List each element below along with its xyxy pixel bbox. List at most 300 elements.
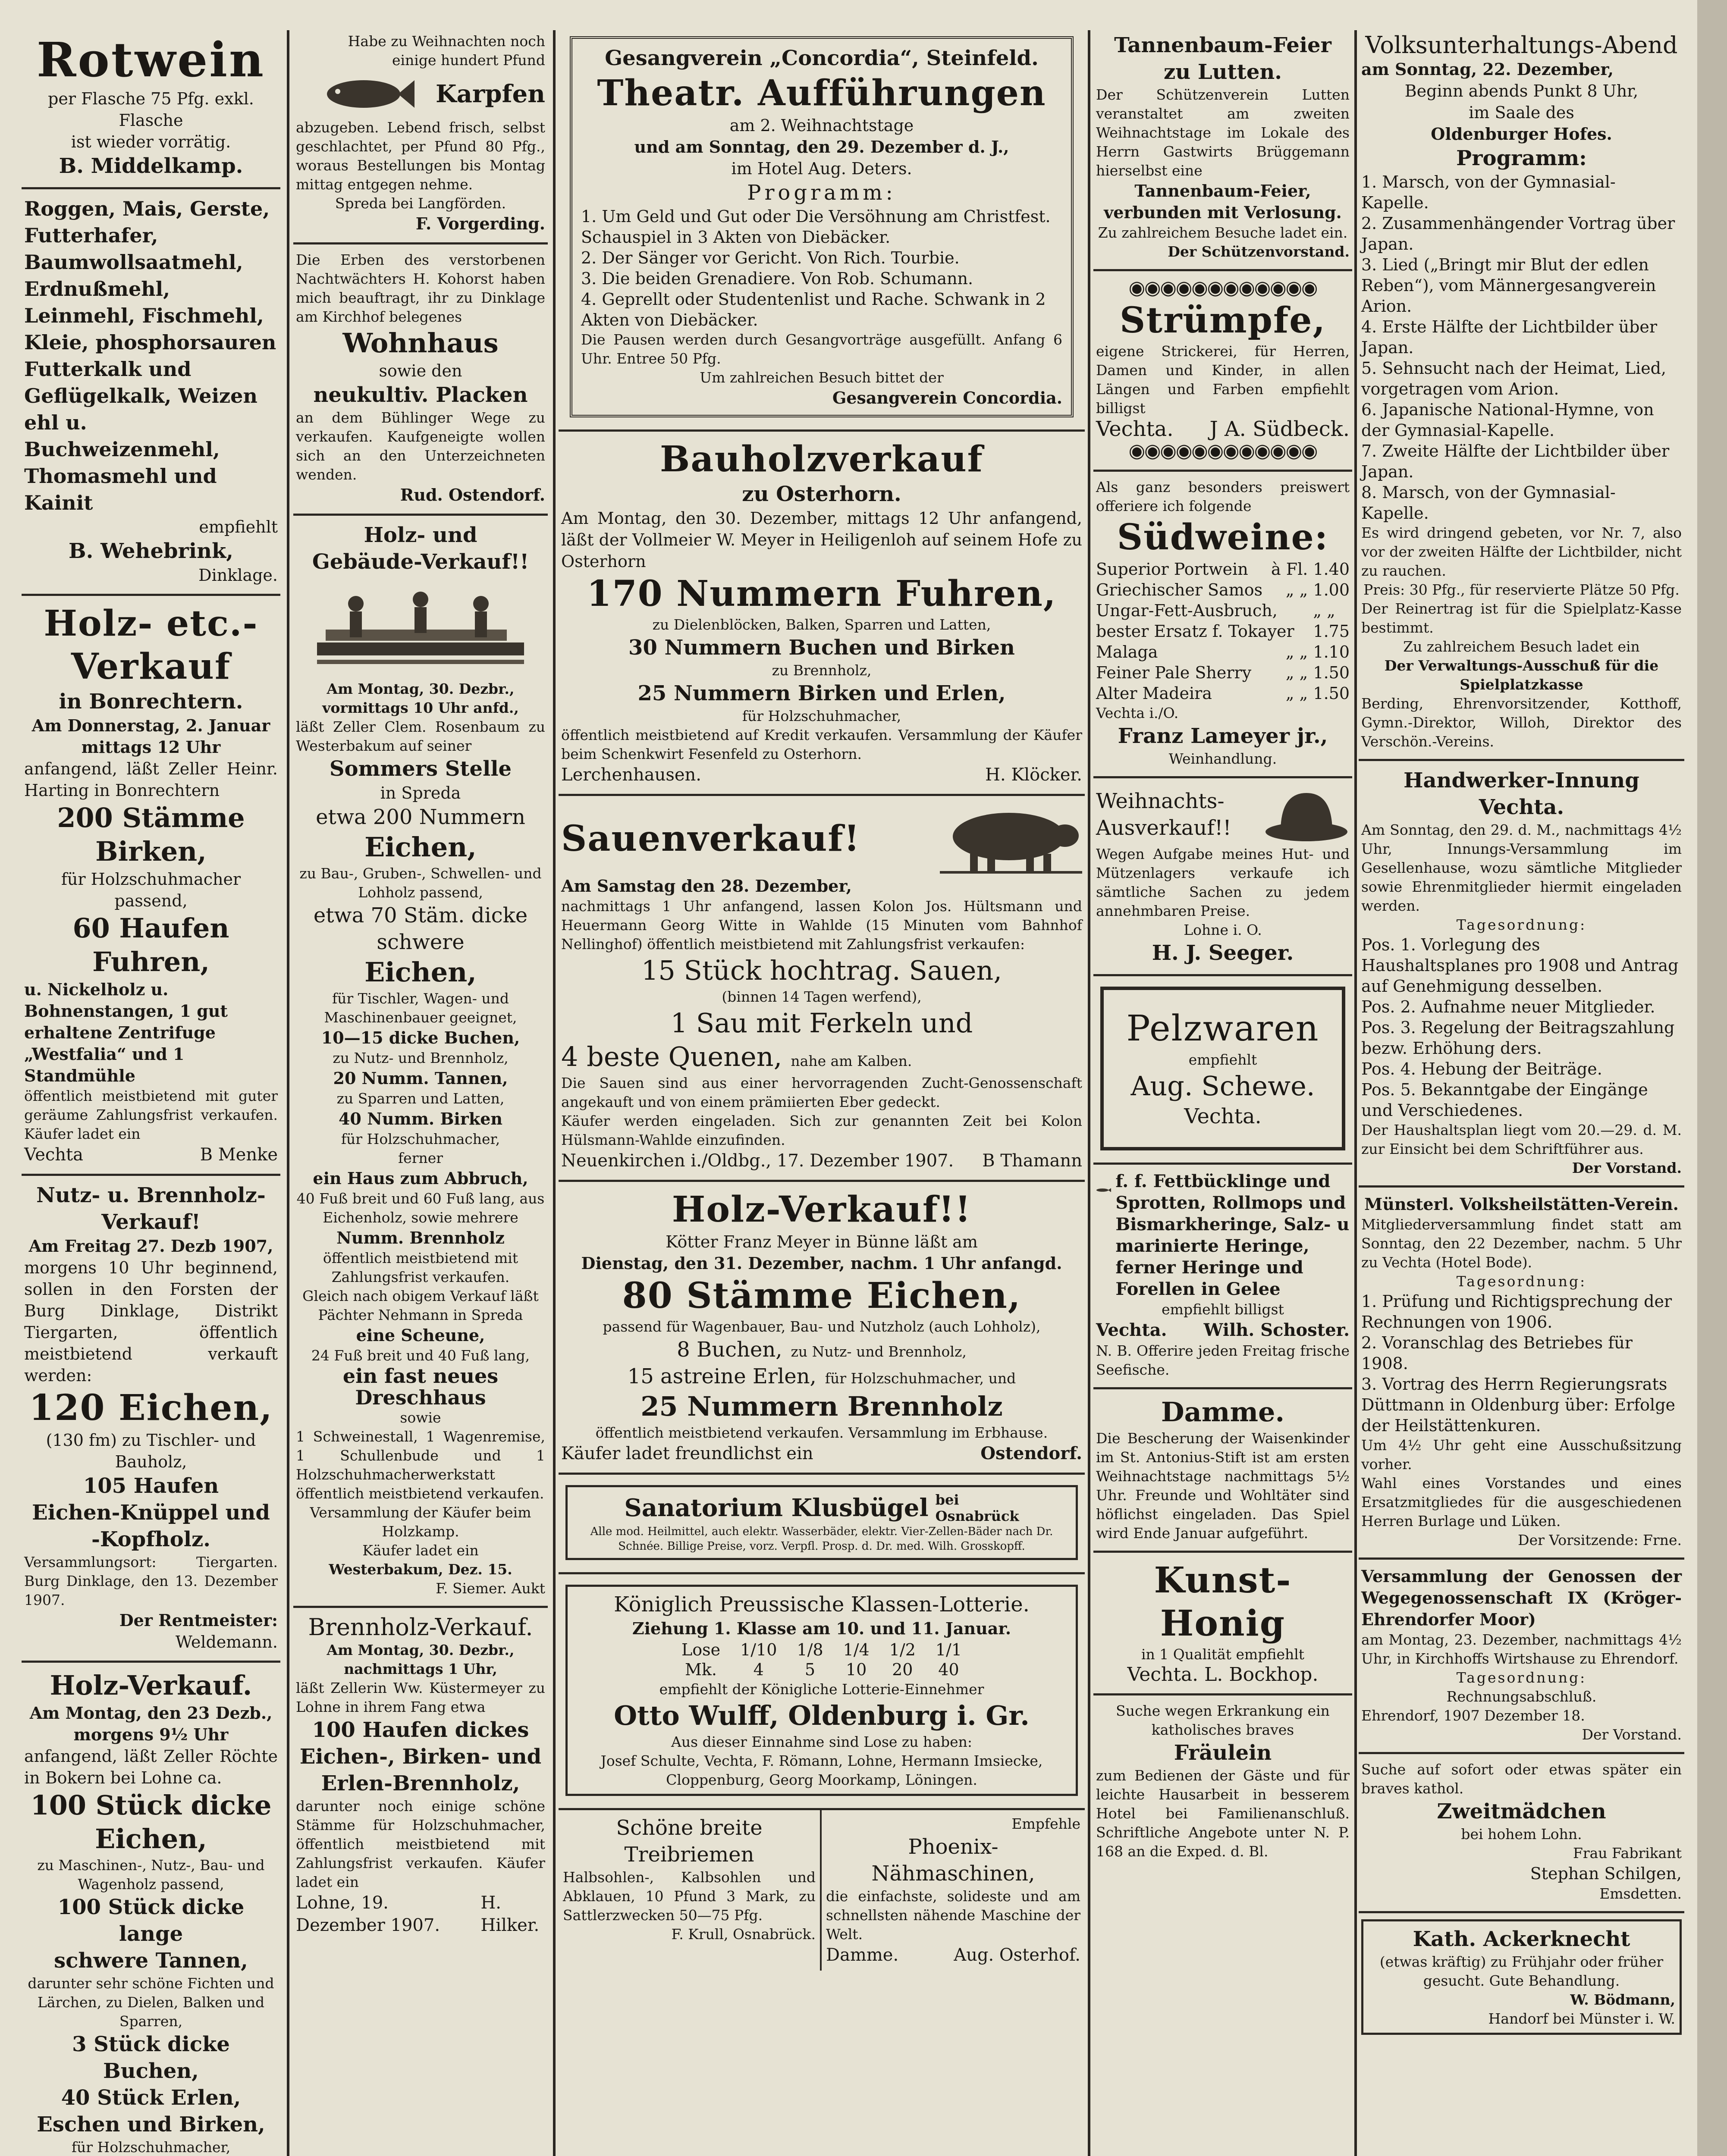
ad-text: Suche auf sofort oder etwas später ein braves kathol. bbox=[1361, 1761, 1682, 1797]
ad-time: Beginn abends Punkt 8 Uhr, bbox=[1404, 81, 1639, 100]
ad-text: darunter noch einige schöne Stämme für Holzschuhmacher, öffentlich meistbietend mit Zahlungsfrist verkaufen. Käufer ladet ein bbox=[296, 1798, 545, 1890]
ad-text: Alle mod. Heilmittel, auch elektr. Wasserbäder, elektr. Vier-Zellen-Bäder nach Dr. Schnée. Billige Preise, vorz. Verpfl. Prosp. d. Dr. med. Wilh. Grosskopff. bbox=[590, 1525, 1053, 1553]
ad-place: Neuenkirchen i./Oldbg., 17. Dezember 1907. bbox=[561, 1151, 954, 1171]
agenda-item: Pos. 4. Hebung der Beiträge. bbox=[1361, 1059, 1602, 1078]
ad-date: Am Montag, 30. Dezbr., vormittags 10 Uhr anfd., bbox=[322, 680, 519, 716]
wine-row bbox=[1096, 683, 1350, 704]
ad-text: Der Schützenverein Lutten veranstaltet am zweiten Weihnachtstage im Lokale des Herrn Gastwirts Brüggemann hierselbst eine bbox=[1096, 86, 1350, 179]
ad-signature: Stephan Schilgen, bbox=[1530, 1864, 1682, 1883]
wine-name: Malaga bbox=[1096, 642, 1158, 661]
ad-text: Zu zahlreichem Besuche ladet ein. bbox=[1098, 224, 1348, 241]
agenda-item: Pos. 1. Vorlegung des Haushaltsplanes pro 1908 und Antrag auf Genehmigung desselben. bbox=[1361, 935, 1679, 996]
ad-title: Roggen, Mais, Gerste, Futterhafer, Baumwollsaatmehl, Erdnußmehl, Leinmehl, Fischmehl, Kleie, phosphorsauren Futterkalk und Geflügelkalk, Weizen ehl u. Buchweizenmehl, Thomasmehl und Kainit bbox=[24, 197, 276, 514]
ad-item: Sommers Stelle bbox=[329, 757, 512, 781]
ad-item: 100 Stück dicke lange bbox=[57, 1895, 245, 1946]
ad-place: in Bonrechtern. bbox=[59, 689, 243, 714]
ad-text: am Montag, 23. Dezember, nachmittags 4½ Uhr, in Kirchhoffs Wirtshause zu Ehrendorf. bbox=[1361, 1631, 1682, 1667]
ad-text: Kötter Franz Meyer in Bünne läßt am bbox=[666, 1232, 978, 1251]
ad-item: 1 Sau mit Ferkeln und bbox=[670, 1007, 973, 1039]
ad-item: etwa 200 Nummern bbox=[316, 805, 525, 829]
ad-text: Halbsohlen-, Kalbsohlen und Abklauen, 10 Pfund 3 Mark, zu Sattlerzwecken 50—75 Pfg. bbox=[563, 1869, 816, 1924]
ad-holz-buenne bbox=[559, 1182, 1085, 1475]
ad-signature: B Menke bbox=[200, 1145, 278, 1165]
ad-text: Am Montag, den 30. Dezember, mittags 12 Uhr anfangend, läßt der Vollmeier W. Meyer in Heiligenloh auf seinem Hofe zu Osterhorn bbox=[561, 509, 1082, 571]
ad-text: Es wird dringend gebeten, vor Nr. 7, also vor der zweiten Hälfte der Lichtbilder, nicht zu rauchen. bbox=[1361, 524, 1682, 579]
ad-text: f. f. Fettbücklinge und Sprotten, Rollmops und Bismarkheringe, Salz- u marinierte Heringe, ferner Heringe und Forellen in Gelee bbox=[1115, 1171, 1350, 1299]
ad-place: Spreda bei Langförden. bbox=[335, 195, 506, 212]
ad-fraeulein bbox=[1093, 1695, 1352, 1869]
ad-title: Kunst-Honig bbox=[1154, 1560, 1292, 1644]
ad-struempfe bbox=[1093, 271, 1352, 472]
ad-signature: Der Rentmeister: bbox=[119, 1611, 278, 1630]
agenda-item: 2. Voranschlag des Betriebes für 1908. bbox=[1361, 1333, 1633, 1373]
column-4 bbox=[1093, 26, 1352, 1869]
ad-title: Tannenbaum-Feier bbox=[1114, 33, 1331, 57]
ad-item: Eichen-Knüppel und -Kopfholz. bbox=[32, 1501, 270, 1551]
program-item: 1. Um Geld und Gut oder Die Versöhnung am Christfest. Schauspiel in 3 Akten von Diebäcker. bbox=[581, 207, 1051, 247]
ad-text: empfiehlt bbox=[1188, 1051, 1257, 1068]
wine-row bbox=[1096, 559, 1350, 580]
wine-price: „ „ 1.10 bbox=[1285, 642, 1350, 661]
ad-text: bei hohem Lohn. bbox=[1461, 1826, 1582, 1843]
ad-text: N. B. Offerire jeden Freitag frische Seefische. bbox=[1096, 1342, 1350, 1378]
ad-title: Ausverkauf!! bbox=[1096, 816, 1231, 840]
ad-text: 24 Fuß breit und 40 Fuß lang, bbox=[311, 1347, 530, 1364]
ad-text: eigene Strickerei, für Herren, Damen und Kinder, in allen Längen und Farben empfiehlt billigst bbox=[1096, 343, 1350, 417]
ad-item: 15 Stück hochtrag. Sauen, bbox=[641, 955, 1002, 986]
ad-text: sowie den bbox=[379, 361, 462, 380]
ad-text: Wahl eines Vorstandes und eines Ersatzmitgliedes für die ausgeschiedenen Herren Burlage und Lüken. bbox=[1361, 1475, 1682, 1529]
pig-icon bbox=[940, 802, 1082, 875]
program-item: 6. Japanische National-Hymne, von der Gymnasial-Kapelle. bbox=[1361, 400, 1654, 440]
ad-title: Pelzwaren bbox=[1126, 1008, 1319, 1049]
lottery-price-table bbox=[671, 1639, 972, 1680]
ad-date: Am Donnerstag, 2. Januar bbox=[31, 716, 270, 735]
ad-place: Emsdetten. bbox=[1599, 1885, 1682, 1902]
ad-text: Suche wegen Erkrankung ein katholisches braves bbox=[1116, 1702, 1330, 1738]
ad-signature: F. Siemer. Aukt bbox=[436, 1580, 545, 1597]
ad-item: Eschen und Birken, bbox=[37, 2112, 265, 2137]
ad-signature: Der Vorsitzende: Frne. bbox=[1518, 1532, 1682, 1548]
table-cell: 10 bbox=[845, 1660, 867, 1679]
ad-text: an dem Bühlinger Wege zu verkaufen. Kaufgeneigte wollen sich an den Unterzeichneten wenden. bbox=[296, 409, 545, 483]
table-cell: 1/1 bbox=[935, 1640, 962, 1659]
page-edge bbox=[1697, 0, 1727, 2156]
ad-rotwein bbox=[22, 26, 280, 189]
ad-place: Vechta. bbox=[1096, 417, 1174, 441]
ad-item: Tannenbaum-Feier, bbox=[1134, 181, 1311, 201]
ad-text: Versammlungsort: Tiergarten. Burg Dinklage, den 13. Dezember 1907. bbox=[24, 1554, 278, 1608]
ad-text: anfangend, läßt Zeller Röchte in Bokern bei Lohne ca. bbox=[24, 1747, 278, 1787]
ad-text: morgens 10 Uhr beginnend, sollen in den Forsten der Burg Dinklage, Distrikt Tiergarten, öffentlich meistbietend verkauft werden: bbox=[24, 1258, 278, 1385]
ad-signature: Der Vorstand. bbox=[1582, 1726, 1682, 1743]
decorative-border: ◉◉◉◉◉◉◉◉◉◉◉◉ bbox=[1128, 440, 1317, 462]
ad-item: Birken, bbox=[95, 836, 207, 867]
ad-fisch bbox=[1093, 1165, 1352, 1389]
ad-text: zu Dielenblöcken, Balken, Sparren und Latten, bbox=[652, 616, 991, 633]
lumber-workers-illustration bbox=[308, 578, 533, 677]
ad-holz-bonrechtern bbox=[22, 596, 280, 1176]
ad-text: die einfachste, solideste und am schnellsten nähende Maschine der Welt. bbox=[826, 1888, 1080, 1943]
ad-text: Käufer ladet ein bbox=[362, 1542, 479, 1559]
ad-text: Als ganz besonders preiswert offeriere ich folgende bbox=[1096, 479, 1350, 514]
ad-signature: Vechta. L. Bockhop. bbox=[1127, 1664, 1319, 1686]
ad-place: Damme. bbox=[826, 1945, 899, 1965]
ad-item: Numm. Brennholz bbox=[336, 1228, 505, 1247]
ad-text: Zu zahlreichem Besuch ladet ein bbox=[1403, 638, 1640, 655]
ad-text: Habe zu Weihnachten noch bbox=[348, 33, 545, 50]
ad-title: Fräulein bbox=[1174, 1741, 1272, 1765]
ad-title: Volksunterhaltungs-Abend bbox=[1365, 31, 1678, 59]
ad-place: Vechta. bbox=[1184, 1104, 1262, 1128]
ad-ackerknecht bbox=[1359, 1913, 1684, 2043]
ad-place: Lerchenhausen. bbox=[561, 765, 701, 785]
ad-lotterie bbox=[559, 1574, 1085, 1810]
ad-suedweine bbox=[1093, 472, 1352, 778]
program-item: 4. Geprellt oder Studentenlist und Rache. Schwank in 2 Akten von Diebäcker. bbox=[581, 290, 1046, 329]
ad-title: Versammlung der Genossen der Wegegenossenschaft IX (Kröger-Ehrendorfer Moor) bbox=[1361, 1567, 1682, 1629]
ad-text: empfiehlt billigst bbox=[1162, 1301, 1284, 1318]
ad-text: für Holzschuhmacher passend, bbox=[61, 870, 241, 910]
ad-text: zu Brennholz, bbox=[772, 662, 872, 679]
wine-name: Ungar-Fett-Ausbruch, bester Ersatz f. Tokayer bbox=[1096, 601, 1294, 641]
ad-concordia bbox=[559, 26, 1085, 432]
ad-item: schwere Tannen, bbox=[54, 1949, 248, 1973]
ad-text: Mitgliederversammlung findet statt am Sonntag, den 22 Dezember, nachm. 5 Uhr zu Vechta (Hotel Bode). bbox=[1361, 1216, 1682, 1271]
agenda-item: 3. Vortrag des Herrn Regierungsrats Düttmann in Oldenburg über: Erfolge der Heilstättenkuren. bbox=[1361, 1375, 1676, 1435]
ad-text: öffentlich meistbietend mit guter geräume Zahlungsfrist verkaufen. Käufer ladet ein bbox=[24, 1087, 278, 1142]
ad-item: eine Scheune, bbox=[356, 1326, 485, 1345]
wine-price: „ „ 1.50 bbox=[1285, 684, 1350, 703]
ad-date: Am Montag, den 23 Dezb., bbox=[29, 1703, 273, 1723]
ad-text: (binnen 14 Tagen werfend), bbox=[722, 988, 922, 1005]
ad-title: Karpfen bbox=[435, 80, 545, 108]
ad-text: per Flasche 75 Pfg. exkl. Flasche bbox=[48, 89, 254, 130]
column-1 bbox=[22, 26, 280, 2156]
wine-price: „ „ 1.00 bbox=[1285, 580, 1350, 599]
ad-text: 40 Fuß breit und 60 Fuß lang, aus Eichenholz, sowie mehrere bbox=[296, 1190, 545, 1226]
column-rule bbox=[553, 30, 556, 2156]
wine-row bbox=[1096, 600, 1350, 642]
ad-title: Treibriemen bbox=[624, 1843, 754, 1867]
wine-row bbox=[1096, 580, 1350, 600]
agenda-item: Pos. 5. Bekanntgabe der Eingänge und Verschiedenes. bbox=[1361, 1080, 1648, 1120]
ad-karpfen bbox=[293, 26, 548, 244]
ad-date: am Sonntag, 22. Dezember, bbox=[1361, 60, 1614, 79]
ad-signature: Der Vorstand. bbox=[1572, 1159, 1682, 1176]
ad-place: im Hotel Aug. Deters. bbox=[731, 159, 912, 178]
ad-text: läßt Zellerin Ww. Küstermeyer zu Lohne in ihrem Fang etwa bbox=[296, 1680, 545, 1715]
ad-subtitle: zu Osterhorn. bbox=[742, 482, 901, 506]
ad-place: Vechta. bbox=[1096, 1320, 1167, 1340]
ad-item: 120 Eichen, bbox=[29, 1387, 273, 1429]
ad-gebaeude-verkauf bbox=[293, 516, 548, 1608]
ad-date: Am Freitag 27. Dezb 1907, bbox=[28, 1236, 273, 1256]
ad-signature: F. Vorgerding. bbox=[415, 214, 545, 233]
ad-item: 105 Haufen bbox=[83, 1474, 219, 1498]
ad-sanatorium bbox=[559, 1475, 1085, 1574]
ad-item: 10—15 dicke Buchen, bbox=[321, 1028, 520, 1047]
ad-item: Eichen, bbox=[95, 1823, 207, 1855]
ad-text: Wegen Aufgabe meines Hut- und Mützenlagers verkaufe ich sämtliche Sachen zu jedem annehmbaren Preise. bbox=[1096, 846, 1350, 919]
ad-title: zu Lutten. bbox=[1163, 60, 1282, 84]
ad-title: Weihnachts- bbox=[1096, 789, 1225, 813]
ad-title: Kath. Ackerknecht bbox=[1413, 1927, 1630, 1951]
ad-row-bottom bbox=[559, 1810, 1085, 1971]
ad-time: mittags 12 Uhr bbox=[81, 737, 221, 757]
program-item: 2. Zusammenhängender Vortrag über Japan. bbox=[1361, 214, 1675, 254]
ad-text: Die Pausen werden durch Gesangvorträge ausgefüllt. Anfang 6 Uhr. Entree 50 Pfg. bbox=[581, 331, 1062, 367]
ad-item: ein fast neues bbox=[342, 1364, 499, 1388]
ad-item: ein Haus zum Abbruch, bbox=[313, 1169, 528, 1188]
ad-item: etwa 70 Stäm. dicke bbox=[313, 903, 528, 928]
ad-title: Münsterl. Volksheilstätten-Verein. bbox=[1364, 1194, 1679, 1214]
ad-text: in 1 Qualität empfiehlt bbox=[1141, 1646, 1305, 1663]
ad-title: Holz- etc.- bbox=[44, 603, 258, 644]
program-title: Programm: bbox=[747, 181, 896, 205]
ad-signature: F. Krull, Osnabrück. bbox=[671, 1926, 816, 1943]
ad-text: passend für Wagenbauer, Bau- und Nutzholz (auch Lohholz), bbox=[603, 1318, 1041, 1335]
ad-signature: Weldemann. bbox=[175, 1633, 278, 1651]
table-cell: 20 bbox=[892, 1660, 913, 1679]
ad-club: Gesangverein „Concordia“, Steinfeld. bbox=[605, 46, 1039, 70]
ad-bauholz bbox=[559, 432, 1085, 796]
ad-item: 80 Stämme Eichen, bbox=[622, 1275, 1021, 1316]
wine-price: „ „ 1.75 bbox=[1313, 601, 1350, 641]
ad-signature: J A. Südbeck. bbox=[1209, 417, 1350, 441]
ad-signature: B Thamann bbox=[982, 1151, 1082, 1171]
table-label: Mk. bbox=[685, 1660, 717, 1679]
ad-text: für Holzschuhmacher, bbox=[71, 2139, 231, 2156]
ad-item: 25 Nummern Brennholz bbox=[641, 1391, 1003, 1422]
ad-text: Am Sonntag, den 29. d. M., nachmittags 4½ Uhr, Innungs-Versammlung im Gesellenhause, wozu sämtliche Mitglieder sowie Ehrenmitglieder hiermit eingeladen werden. bbox=[1361, 821, 1682, 914]
ad-title: neukultiv. Placken bbox=[313, 383, 528, 407]
ad-text: für Holzschuhmacher, bbox=[341, 1131, 500, 1147]
ad-date: Ehrendorf, 1907 Dezember 18. bbox=[1361, 1707, 1585, 1724]
ad-item: 100 Stück dicke bbox=[30, 1789, 272, 1821]
ad-text: u. Nickelholz u. Bohnenstangen, 1 gut erhaltene Zentrifuge „Westfalia“ und 1 Standmühle bbox=[24, 980, 228, 1085]
table-cell: 1/8 bbox=[797, 1640, 823, 1659]
ad-signature: Rud. Ostendorf. bbox=[400, 485, 545, 505]
ad-title: Nähmaschinen, bbox=[871, 1861, 1035, 1886]
wine-price: à Fl. 1.40 bbox=[1271, 560, 1350, 579]
ad-date: Am Samstag den 28. Dezember, bbox=[561, 876, 852, 896]
ad-item: Eichen, bbox=[364, 956, 477, 988]
wine-name: Superior Portwein bbox=[1096, 560, 1248, 579]
ad-signature: H. Klöcker. bbox=[985, 765, 1082, 785]
agenda-item: Pos. 2. Aufnahme neuer Mitglieder. bbox=[1361, 997, 1655, 1016]
ad-title: Verkauf! bbox=[101, 1210, 201, 1234]
ad-item: Dreschhaus bbox=[355, 1386, 486, 1409]
program-item: 2. Der Sänger vor Gericht. Von Rich. Tourbie. bbox=[581, 248, 960, 267]
table-cell: 4 bbox=[753, 1660, 764, 1679]
ad-signature: Aug. Osterhof. bbox=[954, 1945, 1080, 1965]
ad-place: im Saale des bbox=[1469, 103, 1574, 122]
ad-text: Der Haushaltsplan liegt vom 20.—29. d. M. zur Einsicht bei dem Schriftführer aus. bbox=[1361, 1122, 1682, 1157]
ad-wegegenossenschaft bbox=[1359, 1560, 1684, 1754]
table-cell: 1/2 bbox=[889, 1640, 916, 1659]
ad-handwerker-innung bbox=[1359, 761, 1684, 1188]
ad-item: 4 beste Quenen, bbox=[561, 1041, 782, 1072]
ad-signature: Wilh. Schoster. bbox=[1203, 1320, 1350, 1340]
decorative-border: ◉◉◉◉◉◉◉◉◉◉◉◉ bbox=[1128, 277, 1317, 299]
ad-title: Sanatorium Klusbügel bbox=[624, 1494, 929, 1522]
ad-text: Der Reinertrag ist für die Spielplatz-Kasse bestimmt. bbox=[1361, 600, 1682, 636]
ad-place: in Spreda bbox=[380, 783, 461, 802]
ad-place: Vechta i./O. bbox=[1096, 705, 1179, 721]
ad-text: Josef Schulte, Vechta, F. Römann, Lohne, Hermann Imsiecke, Cloppenburg, Georg Moorkamp, Löningen. bbox=[600, 1752, 1043, 1788]
ad-item: Fuhren, bbox=[92, 946, 210, 978]
ad-signature: Aug. Schewe. bbox=[1130, 1070, 1315, 1102]
ad-item: Eichen-, Birken- und bbox=[299, 1745, 542, 1769]
ad-item: 15 astreine Erlen, bbox=[627, 1364, 816, 1388]
column-rule bbox=[1354, 30, 1357, 2156]
ad-volksunterhaltung bbox=[1359, 26, 1684, 761]
ad-signature: Der Schützenvorstand. bbox=[1168, 243, 1350, 260]
ad-text: Gleich nach obigem Verkauf läßt Pächter Nehmann in Spreda bbox=[302, 1288, 539, 1323]
ad-text: Um zahlreichen Besuch bittet der bbox=[700, 369, 944, 386]
ad-role: Weinhandlung. bbox=[1168, 750, 1277, 767]
ad-item: 3 Stück dicke bbox=[72, 2032, 230, 2056]
ad-place: Handorf bei Münster i. W. bbox=[1488, 2010, 1675, 2027]
agenda-item: Rechnungsabschluß. bbox=[1446, 1688, 1597, 1705]
ad-title: Schöne breite bbox=[616, 1816, 763, 1840]
ad-text: abzugeben. Lebend frisch, selbst geschlachtet, per Pfund 80 Pfg., woraus Bestellungen bis Montag mittag entgegen nehme. bbox=[296, 119, 545, 193]
ad-time: morgens 9½ Uhr bbox=[73, 1725, 229, 1744]
ad-text: zu Bau-, Gruben-, Schwellen- und Lohholz passend, bbox=[299, 865, 542, 901]
fish-icon bbox=[1096, 1171, 1111, 1210]
table-cell: 1/4 bbox=[843, 1640, 870, 1659]
column-rule bbox=[1088, 30, 1090, 2156]
ad-title: Holz-Verkauf!! bbox=[672, 1189, 972, 1230]
ad-text: 1 Schweinestall, 1 Wagenremise, 1 Schullenbude und 1 Holzschuhmacherwerkstatt öffentlich meistbietend verkaufen. bbox=[296, 1428, 545, 1502]
ad-title: Brennholz-Verkauf. bbox=[308, 1614, 533, 1641]
ad-text: nahe am Kalben. bbox=[791, 1053, 912, 1069]
program-item: 5. Sehnsucht nach der Heimat, Lied, vorgetragen vom Arion. bbox=[1361, 359, 1667, 398]
ad-text: bei bbox=[935, 1492, 959, 1508]
ad-text: öffentlich meistbietend mit Zahlungsfrist verkaufen. bbox=[323, 1250, 518, 1285]
ad-item: 30 Nummern Buchen und Birken bbox=[628, 636, 1015, 660]
ad-title: Verkauf bbox=[71, 646, 231, 687]
ad-title: Rotwein bbox=[36, 32, 266, 88]
ad-item: Buchen, bbox=[103, 2059, 199, 2083]
agenda-item: 1. Prüfung und Richtigsprechung der Rechnungen von 1906. bbox=[1361, 1292, 1672, 1332]
ad-item: 170 Nummern Fuhren, bbox=[587, 573, 1057, 614]
ad-item: schwere bbox=[377, 930, 465, 954]
table-label: Lose bbox=[681, 1640, 721, 1659]
ad-nutzholz bbox=[22, 1176, 280, 1663]
ad-signature: Gesangverein Concordia. bbox=[832, 388, 1062, 407]
agenda-item: Pos. 3. Regelung der Beitragszahlung bezw. Erhöhung ders. bbox=[1361, 1018, 1675, 1058]
ad-title: Bauholzverkauf bbox=[660, 439, 983, 480]
ad-item: 20 Numm. Tannen, bbox=[333, 1069, 508, 1088]
ad-weihnachts-ausverkauf bbox=[1093, 778, 1352, 976]
ad-pelzwaren bbox=[1093, 976, 1352, 1165]
column-rule bbox=[287, 30, 289, 2156]
wine-price: „ „ 1.50 bbox=[1285, 663, 1350, 682]
program-item: 7. Zweite Hälfte der Lichtbilder über Japan. bbox=[1361, 442, 1670, 481]
ad-tannenbaum bbox=[1093, 26, 1352, 271]
agenda-title: Tagesordnung: bbox=[1456, 916, 1587, 933]
ad-text: öffentlich meistbietend auf Kredit verkaufen. Versammlung der Käufer beim Schenkwirt Fesenfeld zu Osterhorn. bbox=[561, 727, 1082, 762]
ad-title: Holz-Verkauf. bbox=[50, 1670, 252, 1701]
ad-holz-bokern bbox=[22, 1663, 280, 2156]
wine-row bbox=[1096, 662, 1350, 683]
table-cell: 1/10 bbox=[740, 1640, 777, 1659]
ad-title: Südweine: bbox=[1117, 517, 1329, 558]
ad-roggen bbox=[22, 189, 280, 596]
table-cell: 40 bbox=[938, 1660, 959, 1679]
ad-text: Um 4½ Uhr geht eine Ausschußsitzung vorher. bbox=[1361, 1437, 1682, 1473]
ad-text: empfiehlt der Königliche Lotterie-Einnehmer bbox=[659, 1681, 984, 1698]
ad-title: Theatr. Aufführungen bbox=[597, 72, 1046, 114]
program-item: 3. Die beiden Grenadiere. Von Rob. Schumann. bbox=[581, 269, 973, 288]
ad-date: Ziehung 1. Klasse am 10. und 11. Januar. bbox=[632, 1619, 1011, 1638]
ad-title: Gebäude-Verkauf!! bbox=[312, 550, 529, 574]
ad-place: Lohne i. O. bbox=[1184, 921, 1262, 938]
ad-date: Lohne, 19. Dezember 1907. bbox=[296, 1893, 440, 1935]
ad-text: Aus dieser Einnahme sind Lose zu haben: bbox=[671, 1733, 972, 1750]
ad-text: für Holzschuhmacher, bbox=[742, 708, 901, 724]
ad-signature: Der Verwaltungs-Ausschuß für die Spielplatzkasse bbox=[1384, 657, 1659, 693]
ad-treibriemen bbox=[559, 1810, 822, 1971]
ad-signature: H. J. Seeger. bbox=[1152, 941, 1294, 965]
ad-item: verbunden mit Verlosung. bbox=[1104, 203, 1342, 222]
ad-item: Erlen-Brennholz, bbox=[321, 1771, 520, 1796]
ad-signature: Otto Wulff, Oldenburg i. Gr. bbox=[614, 1700, 1030, 1731]
ad-title: Phoenix- bbox=[908, 1835, 999, 1859]
ad-item: 200 Stämme bbox=[57, 802, 245, 834]
ad-title: Wohnhaus bbox=[342, 327, 499, 359]
ad-place: Dinklage. bbox=[198, 566, 278, 585]
ad-text: Empfehle bbox=[1011, 1815, 1080, 1832]
ad-text: zum Bedienen der Gäste und für leichte Hausarbeit in besserem Hotel bei Familienanschluß. Schriftliche Angebote unter N. P. 168 an die Exped. d. Bl. bbox=[1096, 1767, 1350, 1860]
ad-text: Käufer werden eingeladen. Sich zur genannten Zeit bei Kolon Hülsmann-Wahlde einzufinden. bbox=[561, 1112, 1082, 1148]
ad-title: Nutz- u. Brennholz- bbox=[36, 1183, 266, 1207]
agenda-title: Tagesordnung: bbox=[1456, 1669, 1587, 1686]
ad-text: Frau Fabrikant bbox=[1573, 1845, 1682, 1861]
ad-text: Versammlung der Käufer beim Holzkamp. bbox=[310, 1504, 531, 1540]
hat-icon bbox=[1263, 784, 1350, 845]
ad-title: Damme. bbox=[1161, 1396, 1285, 1428]
ad-signature: B. Middelkamp. bbox=[59, 154, 243, 178]
ad-signature: Ostendorf. bbox=[980, 1443, 1082, 1463]
program-title: Programm: bbox=[1456, 146, 1587, 170]
ad-text: (etwas kräftig) zu Frühjahr oder früher gesucht. Gute Behandlung. bbox=[1379, 1953, 1664, 1989]
ad-item: 60 Haufen bbox=[72, 912, 229, 944]
ad-text: zu Nutz- und Brennholz, bbox=[791, 1343, 967, 1360]
ad-title: Holz- und bbox=[364, 523, 477, 547]
ad-text: einige hundert Pfund bbox=[392, 52, 545, 69]
ad-text: für Tischler, Wagen- und Maschinenbauer geeignet, bbox=[324, 990, 517, 1026]
ad-signature: H. Hilker. bbox=[480, 1893, 540, 1935]
wine-name: Alter Madeira bbox=[1096, 684, 1212, 703]
ad-item: 100 Haufen dickes bbox=[312, 1718, 529, 1742]
ad-place: Oldenburger Hofes. bbox=[1431, 124, 1612, 144]
ad-item: 25 Nummern Birken und Erlen, bbox=[637, 681, 1006, 705]
ad-text: ist wieder vorrätig. bbox=[71, 132, 231, 151]
wine-name: Feiner Pale Sherry bbox=[1096, 663, 1252, 682]
ad-text: öffentlich meistbietend verkaufen. Versammlung im Erbhause. bbox=[595, 1424, 1048, 1441]
ad-date: und am Sonntag, den 29. Dezember d. J., bbox=[634, 137, 1009, 157]
ad-place: Osnabrück bbox=[935, 1508, 1019, 1524]
ad-text: ferner bbox=[398, 1150, 443, 1166]
table-cell: 5 bbox=[804, 1660, 816, 1679]
ad-signature: W. Bödmann, bbox=[1570, 1991, 1675, 2008]
ad-text: empfiehlt bbox=[199, 517, 278, 536]
program-item: 3. Lied („Bringt mir Blut der edlen Reben“), vom Männergesangverein Arion. bbox=[1361, 255, 1656, 316]
wine-list bbox=[1096, 559, 1350, 704]
